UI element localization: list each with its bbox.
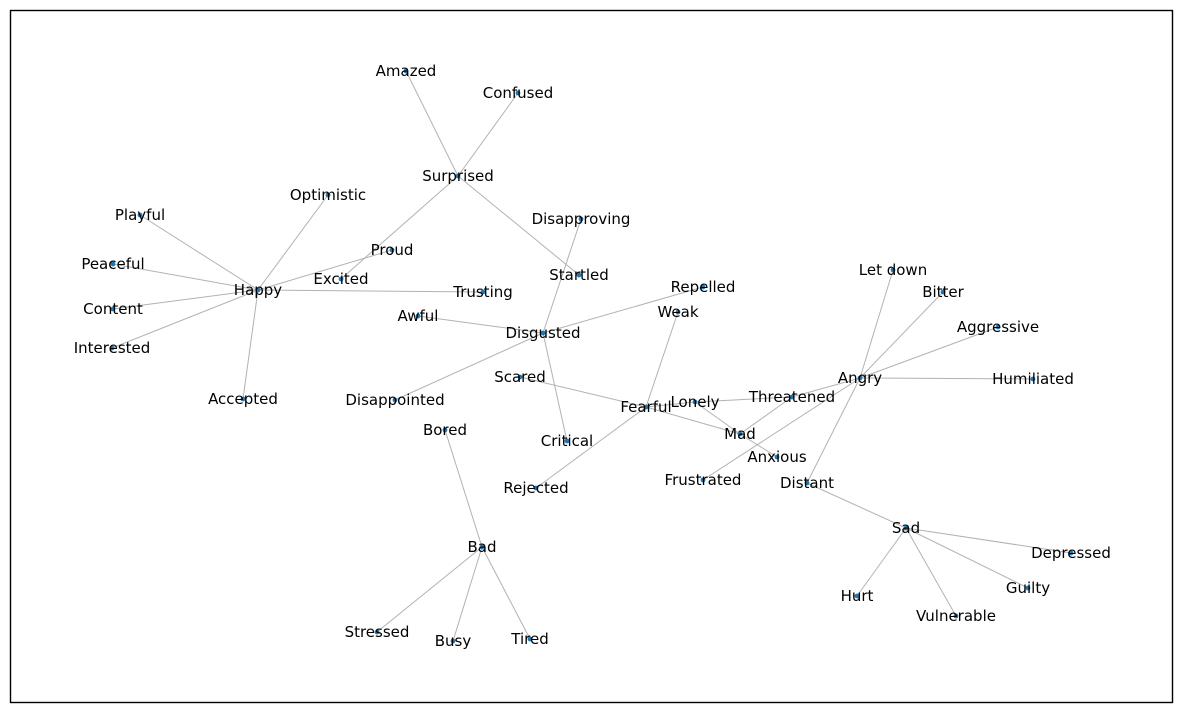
node-label-happy: Happy xyxy=(233,281,283,299)
node-label-rejected: Rejected xyxy=(503,479,569,497)
node-label-disgusted: Disgusted xyxy=(505,324,581,342)
node-label-frustrated: Frustrated xyxy=(664,471,742,489)
node-label-fearful: Fearful xyxy=(620,398,672,416)
node-label-disappointed: Disappointed xyxy=(345,391,445,409)
node-label-awful: Awful xyxy=(397,307,439,325)
node-label-bored: Bored xyxy=(422,421,468,439)
node-label-scared: Scared xyxy=(494,368,546,386)
node-label-startled: Startled xyxy=(549,266,609,284)
node-label-optimistic: Optimistic xyxy=(289,186,367,204)
node-label-repelled: Repelled xyxy=(670,278,736,296)
node-label-excited: Excited xyxy=(313,270,369,288)
node-label-aggressive: Aggressive xyxy=(956,318,1040,336)
node-label-proud: Proud xyxy=(370,241,414,259)
node-label-bitter: Bitter xyxy=(922,283,964,301)
node-label-let-down: Let down xyxy=(858,261,928,279)
node-label-stressed: Stressed xyxy=(344,623,410,641)
node-label-disapproving: Disapproving xyxy=(531,210,631,228)
node-label-content: Content xyxy=(83,300,143,318)
node-label-vulnerable: Vulnerable xyxy=(916,607,996,625)
node-label-lonely: Lonely xyxy=(670,393,720,411)
node-label-sad: Sad xyxy=(891,519,921,537)
node-label-tired: Tired xyxy=(511,630,549,648)
node-label-busy: Busy xyxy=(434,632,472,650)
node-label-guilty: Guilty xyxy=(1005,579,1051,597)
node-label-weak: Weak xyxy=(657,303,699,321)
node-label-threatened: Threatened xyxy=(748,388,836,406)
node-label-playful: Playful xyxy=(114,206,166,224)
node-label-critical: Critical xyxy=(540,432,594,450)
node-label-distant: Distant xyxy=(780,474,834,492)
node-label-peaceful: Peaceful xyxy=(81,255,145,273)
node-label-hurt: Hurt xyxy=(840,587,874,605)
node-label-depressed: Depressed xyxy=(1031,544,1111,562)
node-label-humiliated: Humiliated xyxy=(992,370,1074,388)
node-label-angry: Angry xyxy=(837,369,883,387)
node-label-bad: Bad xyxy=(467,538,497,556)
node-label-surprised: Surprised xyxy=(422,167,494,185)
node-label-confused: Confused xyxy=(482,84,554,102)
node-label-interested: Interested xyxy=(73,339,151,357)
node-label-anxious: Anxious xyxy=(747,448,807,466)
node-label-mad: Mad xyxy=(724,425,756,443)
node-label-amazed: Amazed xyxy=(375,62,437,80)
node-label-accepted: Accepted xyxy=(208,390,278,408)
node-label-trusting: Trusting xyxy=(453,283,513,301)
